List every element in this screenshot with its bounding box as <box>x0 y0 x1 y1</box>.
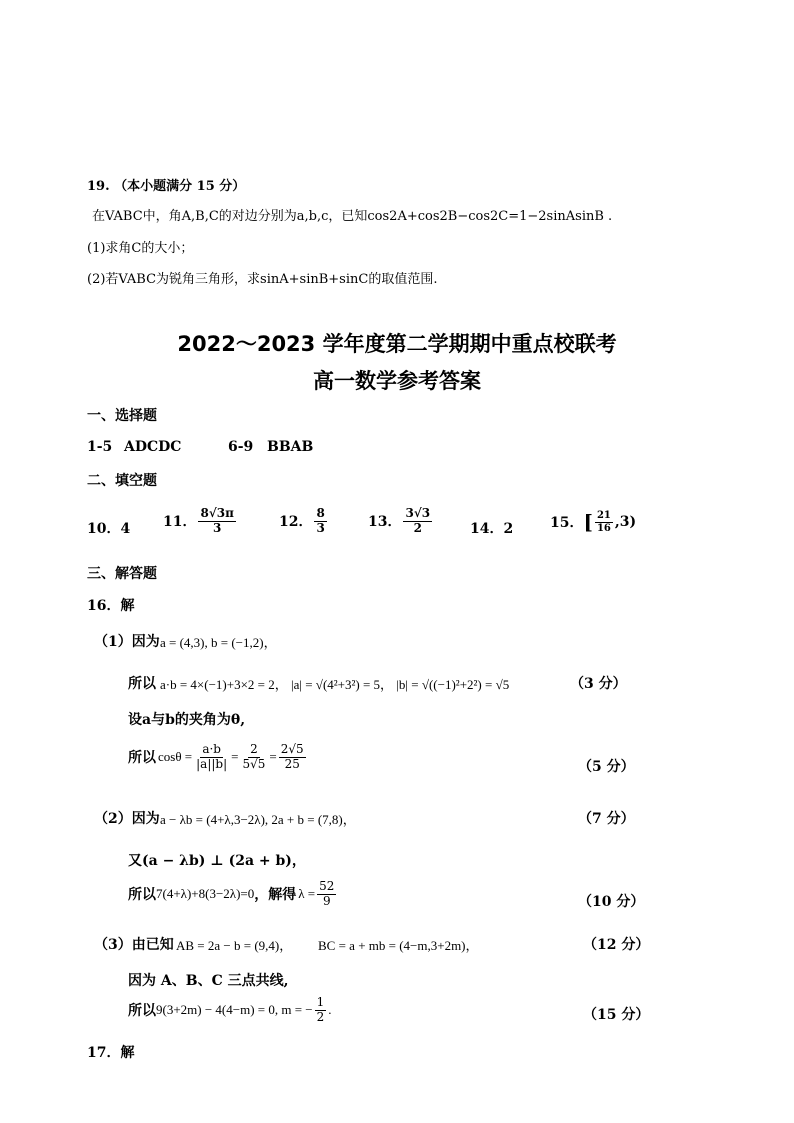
score-5: （5 分） <box>578 759 635 775</box>
choice-answers-2: BBAB <box>267 439 314 455</box>
lambda-fraction <box>317 880 336 909</box>
lambda-label: λ = <box>298 886 316 902</box>
fraction-denominator: 16 <box>596 522 611 534</box>
choice-range-2: 6-9 <box>228 439 254 455</box>
section-solution-heading: 三、解答题 <box>87 566 157 582</box>
q16-p3-line2: 因为 A、B、C 三点共线, <box>128 973 289 989</box>
page-subtitle: 高一数学参考答案 <box>313 369 481 393</box>
q16-p1-line2-math: a·b = 4×(−1)+3×2 = 2， |a| = √(4²+3²) = 5， |b| = √((−1)²+2²) = √5 <box>160 677 510 692</box>
q16-p1-line4: 所以 cosθ = $\frac{a\cdot b}{|a||b|}$ = $\frac{2}{5√5}$ = $\frac{2√5}{25}$ <box>128 742 304 771</box>
score-7: （7 分） <box>578 811 635 827</box>
q19-part2: (2)若VABC为锐角三角形，求sinA+sinB+sinC的取值范围. <box>87 272 438 287</box>
q16-part1-label: （1）因为 <box>94 634 160 650</box>
fraction-denominator: 2 <box>413 520 422 535</box>
score-12: （12 分） <box>583 937 650 953</box>
fill-answer-11 <box>163 507 238 536</box>
fraction-denominator: 9 <box>322 893 331 908</box>
fraction-numerator: 21 <box>596 510 611 521</box>
fraction-numerator: 2 <box>250 742 258 756</box>
fraction-denominator: 25 <box>284 756 300 771</box>
q17-heading: 17．解 <box>87 1045 135 1061</box>
fill-label-12: 12． <box>279 514 313 531</box>
page-title: 2022～2023 学年度第二学期期中重点校联考 <box>177 332 617 356</box>
score-3: （3 分） <box>570 676 627 692</box>
interval-open-bracket: [ <box>583 510 593 534</box>
fraction-denominator: 3 <box>212 520 222 535</box>
q16-p2-line3-mid: ，解得 <box>254 887 297 904</box>
fraction-numerator: 52 <box>319 879 335 893</box>
fraction-numerator: 1 <box>316 995 325 1009</box>
fill-fraction-12 <box>314 507 326 536</box>
q19-stem: 在VABC中，角A,B,C的对边分别为a,b,c，已知cos2A+cos2B−cos2C=1−2sinAsinB . <box>92 209 613 224</box>
score-10: （10 分） <box>578 894 645 910</box>
q19-part1: (1)求角C的大小； <box>87 241 194 256</box>
cos-fraction-2 <box>241 743 268 772</box>
q16-part3-math1: AB = 2a − b = (9,4)， <box>176 938 293 953</box>
q16-p3-line3-end: . <box>328 1002 332 1018</box>
q16-p1-line4-prefix: 所以 <box>128 750 156 767</box>
q16-p2-line2: 又(a − λb) ⊥ (2a + b)， <box>128 853 306 869</box>
fill-label-15: 15． <box>550 515 584 531</box>
q19-heading: 19. （本小题满分 15 分） <box>87 179 246 194</box>
q16-p2-line3-math: 7(4+λ)+8(3−2λ)=0 <box>156 886 255 902</box>
fraction-denominator: 3 <box>316 520 325 535</box>
fill-answer-14: 14．2 <box>470 521 514 537</box>
fraction-numerator: 3√3 <box>405 506 431 520</box>
q16-p2-line3-prefix: 所以 <box>128 887 156 904</box>
fraction-numerator: 2√5 <box>280 742 304 756</box>
cos-fraction-3 <box>279 743 306 772</box>
choice-range-1: 1-5 <box>87 439 113 455</box>
fill-label-13: 13． <box>368 514 402 531</box>
q16-heading: 16．解 <box>87 598 135 614</box>
fill-answer-10: 10．4 <box>87 521 131 537</box>
fill-answer-15 <box>550 510 636 534</box>
q16-part2-label: （2）因为 <box>94 811 160 827</box>
q16-p3-line3-math: 9(3+2m) − 4(4−m) = 0, m = − <box>156 1002 313 1018</box>
choice-answers-1: ADCDC <box>124 439 182 455</box>
q16-p1-line3: 设a与b的夹角为θ, <box>128 712 246 728</box>
fill-fraction-11 <box>198 507 235 536</box>
cos-fraction-1 <box>194 743 229 772</box>
q16-p1-line4-math: cosθ = <box>158 749 193 765</box>
q16-p2-line3 <box>128 880 338 909</box>
q16-p3-line3 <box>128 996 332 1025</box>
fill-answer-13 <box>368 507 434 536</box>
m-fraction <box>315 996 327 1025</box>
fraction-numerator: 8√3π <box>200 506 234 520</box>
q16-p1-line2-prefix: 所以 <box>128 676 156 692</box>
interval-rest: ,3) <box>614 514 637 530</box>
fill-label-11: 11． <box>163 514 197 531</box>
fraction-denominator: 2 <box>316 1009 325 1024</box>
fraction-numerator: 8 <box>316 506 325 520</box>
q16-part2-math: a − λb = (4+λ,3−2λ), 2a + b = (7,8)， <box>160 812 356 827</box>
section-fill-heading: 二、填空题 <box>87 473 157 489</box>
q16-part1-math: a = (4,3), b = (−1,2)， <box>160 635 277 650</box>
fill-answer-12 <box>279 507 329 536</box>
q16-part3-math2: BC = a + mb = (4−m,3+2m)， <box>318 938 479 953</box>
q16-p3-line3-prefix: 所以 <box>128 1003 156 1020</box>
fraction-denominator: 5√5 <box>242 756 266 771</box>
fraction-denominator: |a||b| <box>196 756 228 771</box>
fraction-numerator: a·b <box>202 742 221 756</box>
q16-part3-label: （3）由已知 <box>94 937 174 953</box>
fill-fraction-15 <box>595 510 613 534</box>
fill-fraction-13 <box>403 507 432 536</box>
section-choice-heading: 一、选择题 <box>87 408 157 424</box>
score-15: （15 分） <box>583 1007 650 1023</box>
